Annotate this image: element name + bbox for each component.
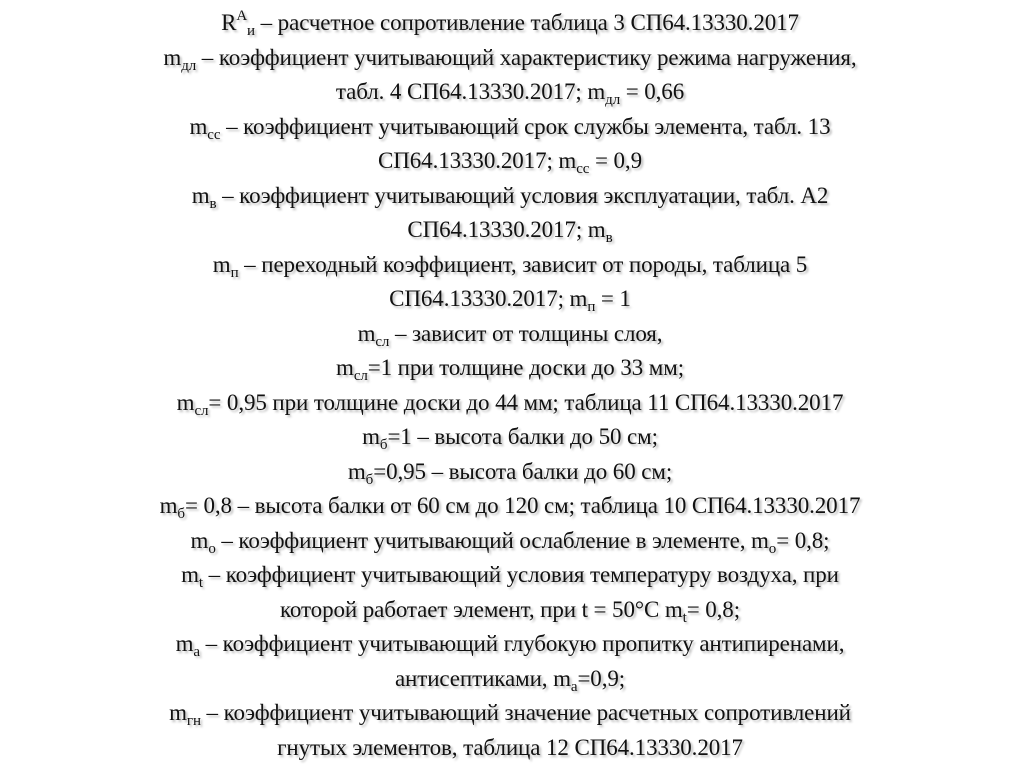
line-text: гнутых элементов, таблица 12 СП64.13330.2017 (277, 734, 743, 760)
line-text: m (189, 113, 208, 139)
line-text: СП64.13330.2017; m (378, 148, 577, 173)
line-text: = 0,95 при толщине доски до 44 мм; таблица 11 СП64.13330.2017 (208, 389, 844, 415)
subscript-text: п (230, 264, 239, 281)
line-text: которой работает элемент, при t = 50°С m (280, 596, 683, 622)
subscript-text: а (570, 678, 578, 695)
subscript-text: сл (194, 402, 209, 419)
subscript-text: сл (375, 333, 390, 350)
text-line (110, 662, 910, 697)
line-text: =1 – высота балки до 50 см; (387, 424, 658, 449)
line-text: =1 при толщине доски до 33 мм; (367, 355, 684, 380)
text-line (110, 75, 910, 110)
line-text: =0,9; (577, 665, 626, 691)
subscript-text: п (587, 299, 596, 315)
text-line (110, 627, 910, 662)
line-text: m (336, 355, 354, 380)
subscript-text: б (365, 471, 374, 488)
line-text: = 0,8; (776, 527, 830, 553)
line-text: табл. 4 СП64.13330.2017; m (335, 79, 606, 104)
line-text: – коэффициент учитывающий условия температуру воздуха, при (203, 562, 839, 587)
subscript-text: t (682, 609, 687, 626)
text-line (110, 213, 910, 248)
text-line (110, 282, 910, 317)
line-text: – коэффициент учитывающий характеристику режима нагружения, (196, 44, 857, 70)
subscript-text: сс (207, 126, 221, 143)
subscript-text: о (768, 540, 777, 557)
line-text: – коэффициент учитывающий значение расчетных сопротивлений (200, 700, 851, 725)
text-line (110, 144, 910, 179)
line-text: m (181, 562, 199, 587)
line-text: m (159, 493, 178, 518)
text-line (110, 593, 910, 628)
subscript-text: в (209, 195, 217, 212)
line-text: m (176, 389, 195, 415)
text-line (110, 6, 910, 41)
line-text: – коэффициент учитывающий условия эксплуатации, табл. А2 (216, 182, 829, 208)
subscript-text: дл (181, 57, 197, 74)
line-text: m (212, 251, 231, 277)
line-text: = 1 (595, 286, 631, 311)
line-text: m (347, 458, 366, 484)
subscript-text: о (208, 540, 216, 557)
text-line (110, 179, 910, 214)
line-text: – коэффициент учитывающий глубокую пропитку антипиренами, (199, 631, 845, 656)
line-text: R (221, 10, 237, 35)
line-text: = 0,9 (589, 148, 642, 173)
line-text: – коэффициент учитывающий ослабление в элементе, m (215, 527, 769, 553)
text-line (110, 351, 910, 386)
subscript-text: сс (576, 161, 590, 177)
subscript-text: сл (353, 368, 368, 384)
coefficients-text-block (110, 6, 910, 765)
text-line (110, 41, 910, 76)
line-text: m (163, 44, 182, 70)
text-line (110, 558, 910, 593)
subscript-text: б (177, 506, 185, 522)
line-text: = 0,66 (620, 79, 685, 104)
text-line (110, 524, 910, 559)
line-text: m (191, 182, 210, 208)
line-text: = 0,8 – высота балки от 60 см до 120 см; таблица 10 СП64.13330.2017 (184, 493, 861, 518)
subscript-text: а (193, 644, 200, 660)
subscript-text: дл (605, 92, 621, 108)
line-text: СП64.13330.2017; m (407, 217, 606, 242)
subscript-text: в (605, 230, 613, 246)
line-text: – расчетное сопротивление таблица 3 СП64.13330.2017 (254, 10, 799, 35)
line-text: m (175, 631, 194, 656)
line-text: m (169, 700, 187, 725)
line-text: m (357, 320, 376, 346)
line-text: антисептиками, m (394, 665, 571, 691)
line-text: = 0,8; (686, 596, 740, 622)
text-line (110, 731, 910, 766)
subscript-text: и (247, 23, 255, 39)
text-line (110, 420, 910, 455)
text-line (110, 455, 910, 490)
subscript-text: гн (186, 713, 201, 729)
text-line (110, 110, 910, 145)
line-text: – переходный коэффициент, зависит от породы, таблица 5 (238, 251, 808, 277)
line-text: СП64.13330.2017; m (389, 286, 588, 311)
line-text: m (362, 424, 380, 449)
line-text: – коэффициент учитывающий срок службы элемента, табл. 13 (220, 113, 831, 139)
text-line (110, 248, 910, 283)
text-line (110, 489, 910, 524)
superscript-text: А (236, 8, 248, 24)
line-text: m (190, 527, 209, 553)
line-text: – зависит от толщины слоя, (389, 320, 663, 346)
text-line (110, 386, 910, 421)
subscript-text: б (379, 437, 388, 453)
subscript-text: t (198, 575, 203, 591)
text-line (110, 696, 910, 731)
text-line (110, 317, 910, 352)
line-text: =0,95 – высота балки до 60 см; (373, 458, 673, 484)
